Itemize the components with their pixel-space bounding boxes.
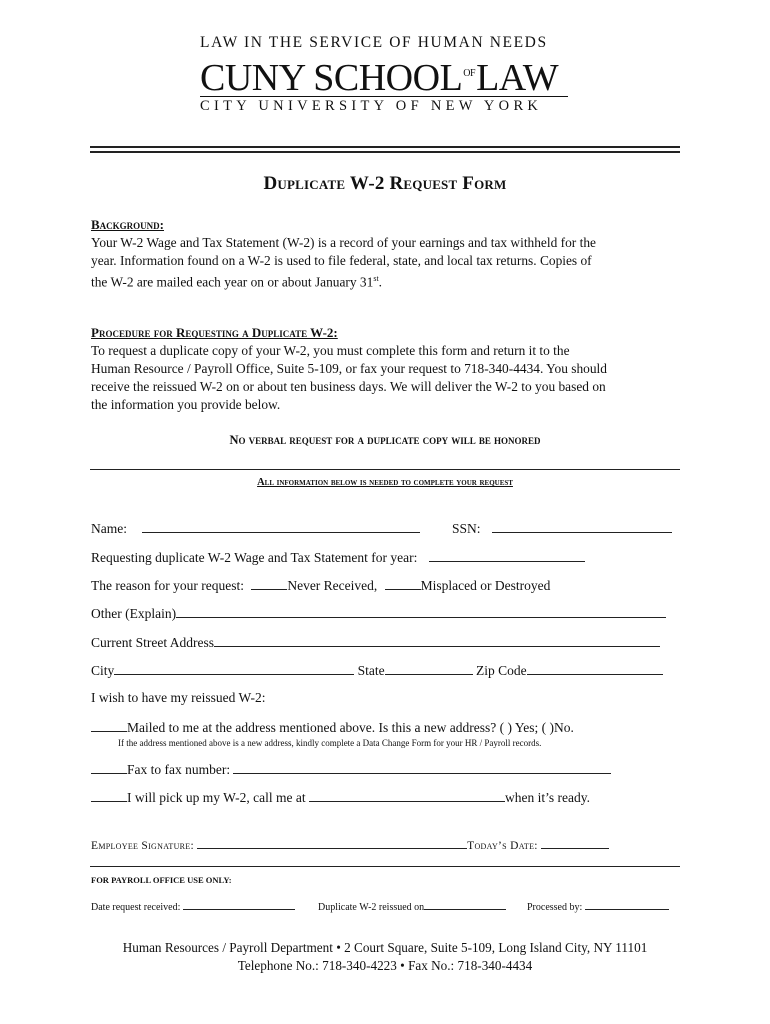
date-received-field[interactable] <box>183 900 295 910</box>
mailed-text: Mailed to me at the address mentioned above. Is this a new address? ( ) Yes; ( )No. <box>127 720 574 735</box>
background-superscript: st <box>373 274 379 283</box>
background-period: . <box>378 274 383 290</box>
logo-name-of: OF <box>463 52 475 97</box>
other-field[interactable] <box>176 605 666 618</box>
name-row <box>91 520 420 537</box>
payroll-processed <box>527 900 669 913</box>
background-line <box>91 270 681 291</box>
fax-text: Fax to fax number: <box>127 762 231 777</box>
mailed-row <box>91 719 574 736</box>
reason-row <box>91 577 550 594</box>
other-label: Other (Explain) <box>91 606 177 621</box>
logo-name <box>200 52 570 100</box>
procedure-line: the information you provide below. <box>91 397 281 412</box>
city-label: City <box>91 663 115 678</box>
name-field[interactable] <box>142 520 420 533</box>
never-received-blank[interactable] <box>251 577 287 590</box>
payroll-heading: FOR PAYROLL OFFICE USE ONLY: <box>91 875 232 885</box>
background-heading: Background: <box>91 217 164 232</box>
processed-field[interactable] <box>585 900 669 910</box>
never-received-option: Never Received, <box>287 578 378 593</box>
page-title: Duplicate W-2 Request Form <box>263 173 507 194</box>
city-row <box>91 662 663 679</box>
background-line-text: the W-2 are mailed each year on or about January 31 <box>91 274 374 290</box>
reissued-label: Duplicate W-2 reissued on <box>318 902 425 913</box>
background-line: Your W-2 Wage and Tax Statement (W-2) is a record of your earnings and tax withheld for the <box>91 235 596 250</box>
pickup-phone-field[interactable] <box>309 789 505 802</box>
street-label: Current Street Address <box>91 635 214 650</box>
footer <box>0 939 770 975</box>
date-received-label: Date request received: <box>91 902 181 913</box>
year-label: Requesting duplicate W-2 Wage and Tax Statement for year: <box>91 550 418 565</box>
signature-field[interactable] <box>197 836 467 849</box>
mailed-note: If the address mentioned above is a new address, kindly complete a Data Change Form for your HR / Payroll records. <box>118 738 542 748</box>
zip-label: Zip Code <box>476 663 527 678</box>
reissued-field[interactable] <box>424 900 506 910</box>
header-double-rule <box>90 146 680 153</box>
payroll-date-received <box>91 900 295 913</box>
procedure-line: To request a duplicate copy of your W-2, you must complete this form and return it to the <box>91 343 570 358</box>
procedure-paragraph <box>91 342 681 414</box>
wish-label: I wish to have my reissued W-2: <box>91 690 266 705</box>
section-rule <box>90 469 680 470</box>
street-field[interactable] <box>214 634 660 647</box>
logo-tagline: LAW IN THE SERVICE OF HUMAN NEEDS <box>200 34 548 51</box>
reason-label: The reason for your request: <box>91 578 244 593</box>
name-label: Name: <box>91 521 127 536</box>
date-label: Today’s Date: <box>467 840 538 852</box>
fax-row <box>91 761 611 778</box>
logo-divider <box>200 96 568 97</box>
background-paragraph <box>91 234 681 291</box>
signature-label: Employee Signature: <box>91 840 194 852</box>
ssn-field[interactable] <box>492 520 672 533</box>
year-row <box>91 549 585 566</box>
pickup-end-text: when it’s ready. <box>504 790 590 805</box>
pickup-text: I will pick up my W-2, call me at <box>127 790 306 805</box>
all-info-heading: All information below is needed to complete your request <box>257 477 513 488</box>
date-field[interactable] <box>541 836 609 849</box>
fax-number-field[interactable] <box>233 761 611 774</box>
signature-row <box>91 836 609 852</box>
processed-label: Processed by: <box>527 902 583 913</box>
logo-name-right: LAW <box>476 57 559 99</box>
logo-university: CITY UNIVERSITY OF NEW YORK <box>200 98 543 114</box>
payroll-rule <box>90 866 680 867</box>
city-field[interactable] <box>114 662 354 675</box>
pickup-blank[interactable] <box>91 789 127 802</box>
state-label: State <box>357 663 385 678</box>
payroll-reissued <box>318 900 506 913</box>
street-row <box>91 634 660 651</box>
mailed-blank[interactable] <box>91 719 127 732</box>
fax-blank[interactable] <box>91 761 127 774</box>
ssn-row <box>452 520 672 537</box>
logo-name-left: CUNY SCHOOL <box>200 57 463 99</box>
footer-address: Human Resources / Payroll Department • 2 Court Square, Suite 5-109, Long Island City, NY 11101 <box>122 940 648 955</box>
year-field[interactable] <box>429 549 585 562</box>
notice-text: No verbal request for a duplicate copy will be honored <box>229 433 541 447</box>
procedure-line: receive the reissued W-2 on or about ten business days. We will deliver the W-2 to you based on <box>91 379 606 394</box>
other-row <box>91 605 666 622</box>
misplaced-blank[interactable] <box>385 577 421 590</box>
procedure-heading: Procedure for Requesting a Duplicate W-2: <box>91 325 338 340</box>
misplaced-option: Misplaced or Destroyed <box>420 578 551 593</box>
state-field[interactable] <box>385 662 473 675</box>
background-line: year. Information found on a W-2 is used to file federal, state, and local tax returns. Copies of <box>91 253 592 268</box>
zip-field[interactable] <box>527 662 663 675</box>
footer-phone: Telephone No.: 718-340-4223 • Fax No.: 718-340-4434 <box>237 958 533 973</box>
pickup-row <box>91 789 590 806</box>
procedure-line: Human Resource / Payroll Office, Suite 5-109, or fax your request to 718-340-4434. You should <box>91 361 607 376</box>
ssn-label: SSN: <box>452 521 481 536</box>
